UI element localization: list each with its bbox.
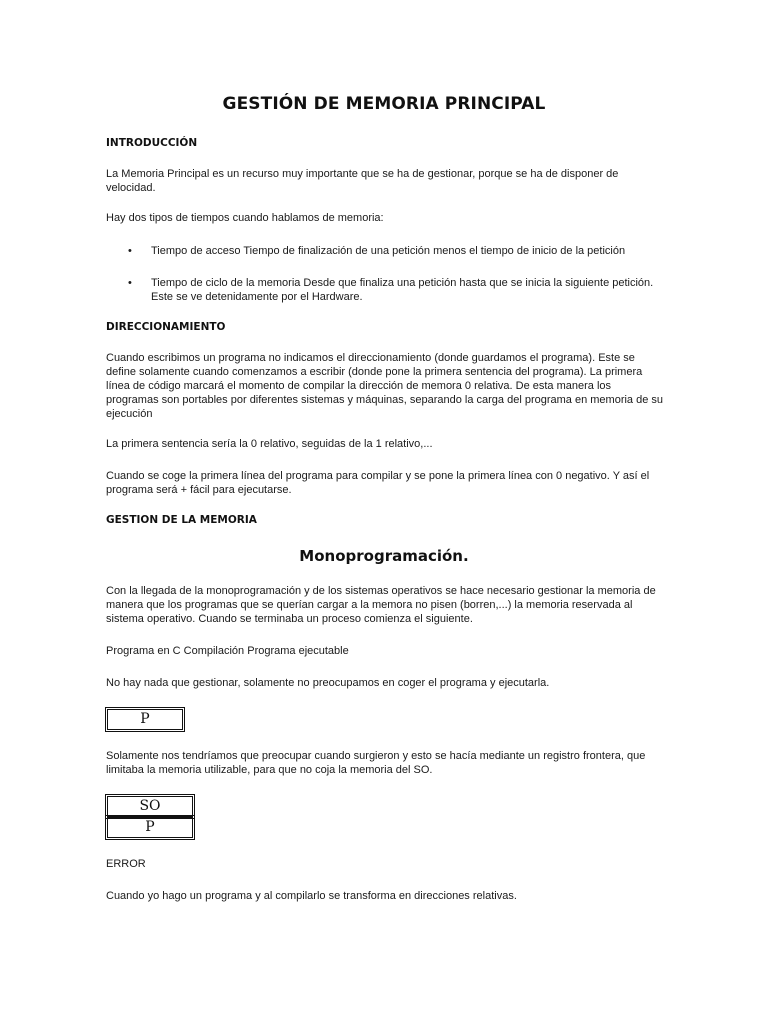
memory-box-p-lower: P (107, 817, 193, 838)
section-heading-introduccion: INTRODUCCIÓN (106, 137, 198, 149)
subsection-title: Monoprogramación. (299, 547, 469, 565)
bullet-icon: • (128, 277, 132, 289)
bullet-icon: • (128, 245, 132, 257)
addressing-paragraph-3: Cuando se coge la primera línea del programa para compilar y se pone la primera línea con 0 negativo. Y así el programa será + fácil para ejecutarse. (106, 470, 650, 496)
intro-paragraph-1: La Memoria Principal es un recurso muy importante que se ha de gestionar, porque se ha de disponer de velocidad. (106, 168, 619, 194)
management-paragraph-2: Programa en C Compilación Programa ejecutable (106, 645, 349, 657)
error-label: ERROR (106, 858, 146, 870)
addressing-paragraph-2: La primera sentencia sería la 0 relativo, seguidas de la 1 relativo,... (106, 438, 433, 450)
management-paragraph-1: Con la llegada de la monoprogramación y de los sistemas operativos se hace necesario gestionar la memoria de manera que los programas que se querían cargar a la memora no pisen (borren,...) la memoria reservada al sistema operativo. Cuando se terminaba un proceso comienza el siguiente. (106, 585, 656, 625)
addressing-paragraph-1: Cuando escribimos un programa no indicamos el direccionamiento (donde guardamos el programa). Este se define solamente cuando comenzamos a escribir (donde pone la primera sentencia del programa). La primera línea de código marcará el momento de compilar la dirección de memora 0 relativa. De esta manera los programas son portables por diferentes sistemas y máquinas, separando la carga del programa en memoria de su ejecución (106, 352, 664, 420)
document-title: GESTIÓN DE MEMORIA PRINCIPAL (222, 94, 546, 114)
intro-paragraph-2: Hay dos tipos de tiempos cuando hablamos de memoria: (106, 212, 384, 224)
management-paragraph-3: No hay nada que gestionar, solamente no preocupamos en coger el programa y ejecutarla. (106, 677, 550, 689)
memory-box-so: SO (107, 796, 193, 817)
section-heading-direccionamiento: DIRECCIONAMIENTO (106, 321, 226, 333)
bullet-text: Tiempo de acceso Tiempo de finalización de una petición menos el tiempo de inicio de la petición (151, 245, 626, 257)
management-paragraph-6: Cuando yo hago un programa y al compilarlo se transforma en direcciones relativas. (106, 890, 517, 902)
bullet-text: Tiempo de ciclo de la memoria Desde que finaliza una petición hasta que se inicia la siguiente petición. Este se ve detenidamente por el Hardware. (151, 277, 654, 303)
memory-box-p: P (107, 709, 183, 730)
section-heading-gestion: GESTION DE LA MEMORIA (106, 514, 257, 526)
management-paragraph-4: Solamente nos tendríamos que preocupar cuando surgieron y esto se hacía mediante un registro frontera, que limitaba la memoria utilizable, para que no coja la memoria del SO. (106, 750, 646, 776)
